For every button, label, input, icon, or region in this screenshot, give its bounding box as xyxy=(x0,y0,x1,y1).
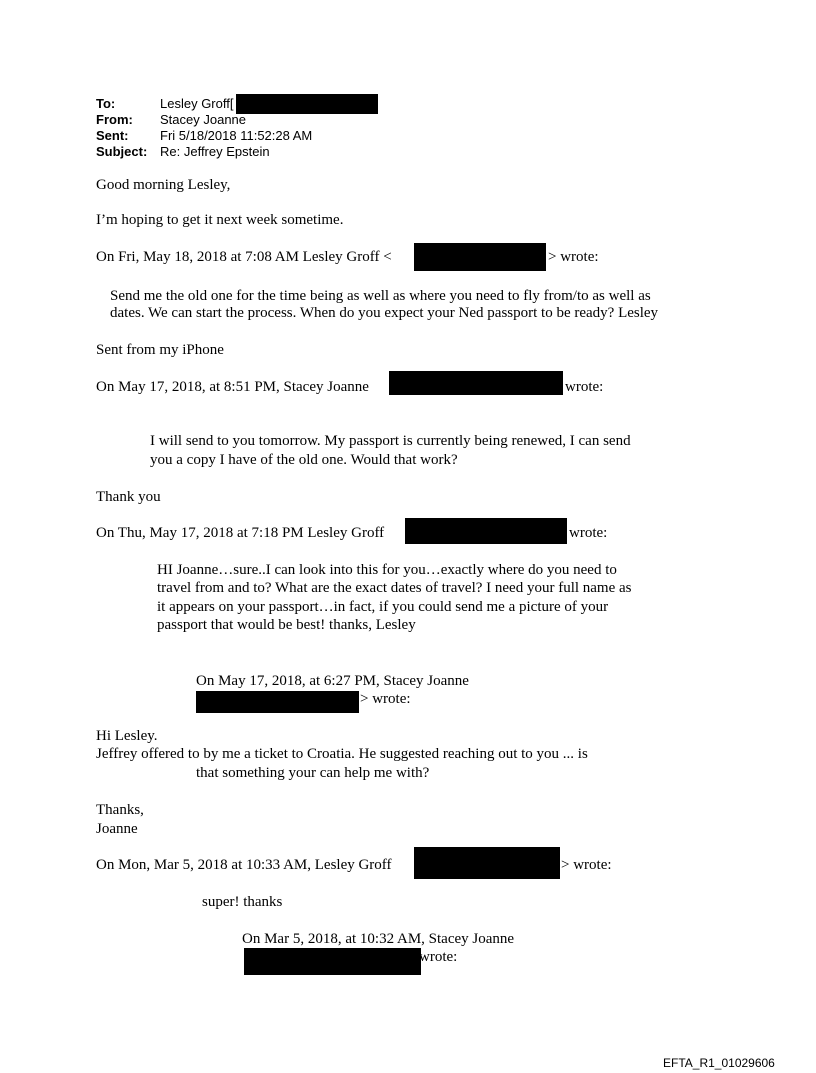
quote-line: travel from and to? What are the exact dates of travel? I need your full name as xyxy=(157,580,632,596)
quote-line: that something your can help me with? xyxy=(196,765,430,781)
document-id: EFTA_R1_01029606 xyxy=(663,1056,775,1070)
quote-header-wrote: > wrote: xyxy=(360,691,411,707)
quote-line: you a copy I have of the old one. Would that work? xyxy=(150,452,458,468)
closing-line: Thanks, xyxy=(96,802,144,818)
quote-line: dates. We can start the process. When do you expect your Ned passport to be ready? Lesley xyxy=(110,305,659,321)
reply-line: I’m hoping to get it next week sometime. xyxy=(96,212,344,228)
subject-value: Re: Jeffrey Epstein xyxy=(160,144,270,159)
redaction-box xyxy=(389,371,563,395)
quote-header: On Mon, Mar 5, 2018 at 10:33 AM, Lesley Groff xyxy=(96,857,392,873)
quote-header: On Thu, May 17, 2018 at 7:18 PM Lesley Groff xyxy=(96,525,385,541)
quote-line: Jeffrey offered to by me a ticket to Croatia. He suggested reaching out to you ... is xyxy=(96,746,588,762)
quote-header-wrote: > wrote: xyxy=(548,249,599,265)
quote-header-wrote: > wrote: xyxy=(561,857,612,873)
quote-line: it appears on your passport…in fact, if you could send me a picture of your xyxy=(157,599,609,615)
quote-header: On May 17, 2018, at 8:51 PM, Stacey Joanne xyxy=(96,379,369,395)
sent-from-line: Sent from my iPhone xyxy=(96,342,224,358)
thank-you-line: Thank you xyxy=(96,489,161,505)
quote-line: super! thanks xyxy=(202,894,283,910)
quote-header: On Fri, May 18, 2018 at 7:08 AM Lesley Groff < xyxy=(96,249,392,265)
to-label: To: xyxy=(96,96,116,111)
signature: Joanne xyxy=(96,821,138,837)
quote-header: On May 17, 2018, at 6:27 PM, Stacey Joanne xyxy=(196,673,469,689)
quote-header-wrote: wrote: xyxy=(569,525,608,541)
quote-header-wrote: wrote: xyxy=(419,949,458,965)
from-value: Stacey Joanne xyxy=(160,112,247,127)
to-value: Lesley Groff[ xyxy=(160,96,234,111)
quote-greeting: Hi Lesley. xyxy=(96,728,158,744)
quote-header-wrote: wrote: xyxy=(565,379,604,395)
redaction-box xyxy=(244,948,421,975)
from-label: From: xyxy=(96,112,133,127)
quote-header: On Mar 5, 2018, at 10:32 AM, Stacey Joanne xyxy=(242,931,515,947)
quote-line: I will send to you tomorrow. My passport is currently being renewed, I can send xyxy=(150,433,631,449)
quote-line: passport that would be best! thanks, Lesley xyxy=(157,617,416,633)
sent-value: Fri 5/18/2018 11:52:28 AM xyxy=(160,128,313,143)
redaction-box xyxy=(196,691,359,713)
subject-label: Subject: xyxy=(96,144,148,159)
quote-line: Send me the old one for the time being as well as where you need to fly from/to as well as xyxy=(110,288,651,304)
redaction-box xyxy=(414,243,546,271)
sent-label: Sent: xyxy=(96,128,129,143)
quote-line: HI Joanne…sure..I can look into this for you…exactly where do you need to xyxy=(157,562,617,578)
redaction-box xyxy=(414,847,560,879)
redaction-box xyxy=(405,518,567,544)
greeting: Good morning Lesley, xyxy=(96,177,231,193)
redaction-box xyxy=(236,94,378,114)
